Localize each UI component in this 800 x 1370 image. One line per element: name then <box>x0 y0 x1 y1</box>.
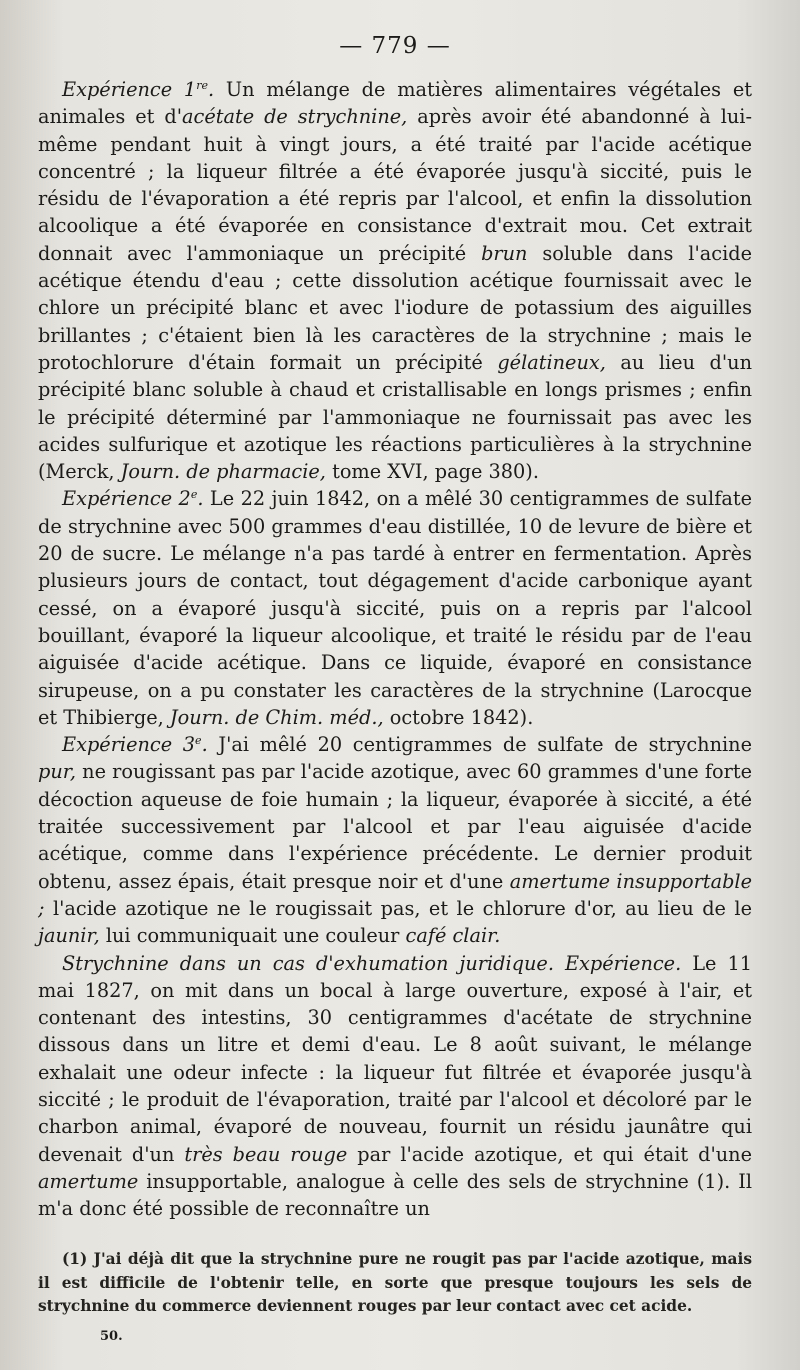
footnote <box>38 1248 752 1319</box>
experience-heading: Expérience 2e. <box>62 487 204 511</box>
footnote-text: (1) J'ai déjà dit que la strychnine pure ne rougit pas par l'acide azotique, mais il est difficile de l'obtenir telle, en sorte que presque toujours les sels de strychnine du commerce deviennent rouges par leur contact avec cet acide. <box>38 1250 752 1316</box>
body-text <box>38 76 752 1222</box>
paragraph-exhumation: Strychnine dans un cas d'exhumation juridique. Expérience. Le 11 mai 1827, on mit dans un bocal à large ouverture, exposé à l'air, et contenant des intestins, 30 centigrammes d'acétate de strychnine dissous dans un litre et demi d'eau. Le 8 août suivant, le mélange exhalait une odeur infecte : la liqueur fut filtrée et évaporée jusqu'à siccité ; le produit de l'évaporation, traité par l'alcool et décoloré par le charbon animal, évaporé de nouveau, fournit un résidu jaunâtre qui devenait d'un très beau rouge par l'acide azotique, et qui était d'une amertume insupportable, analogue à celle des sels de strychnine (1). Il m'a donc été possible de reconnaître un <box>38 951 752 1221</box>
experience-heading: Expérience 1re. <box>62 78 215 101</box>
paragraph-experience-3: Expérience 3e. J'ai mêlé 20 centigrammes de sulfate de strychnine pur, ne rougissant pas par l'acide azotique, avec 60 grammes d'une forte décoction aqueuse de foie humain ; la liqueur, évaporée à siccité, a été traitée successivement par l'alcool et par l'eau aiguisée d'acide acétique, comme dans l'expérience précédente. Le dernier produit obtenu, assez épais, était presque noir et d'une amertume insupportable ; l'acide azotique ne le rougissait pas, et le chlorure d'or, au lieu de le jaunir, lui communiquait une couleur café clair. <box>38 733 753 948</box>
section-heading: Strychnine dans un cas d'exhumation juridique. Expérience. <box>62 951 682 975</box>
experience-heading: Expérience 3e. <box>62 733 208 757</box>
signature-mark: 50. <box>100 1328 123 1344</box>
paragraph-experience-2: Expérience 2e. Le 22 juin 1842, on a mêlé 30 centigrammes de sulfate de strychnine avec 500 grammes d'eau distillée, 10 de levure de bière et 20 de sucre. Le mélange n'a pas tardé à entrer en fermentation. Après plusieurs jours de contact, tout dégagement d'acide carbonique ayant cessé, on a évaporé jusqu'à siccité, puis on a repris par l'alcool bouillant, évaporé la liqueur alcoolique, et traité le résidu par de l'eau aiguisée d'acide acétique. Dans ce liquide, évaporé en consistance sirupeuse, on a pu constater les caractères de la strychnine (Larocque et Thibierge, Journ. de Chim. méd., octobre 1842). <box>38 487 752 729</box>
paragraph-experience-1: Expérience 1re. Un mélange de matières alimentaires végétales et animales et d'acétate de strychnine, après avoir été abandonné à lui-même pendant huit à vingt jours, a été traité par l'acide acétique concentré ; la liqueur filtrée a été évaporée jusqu'à siccité, puis le résidu de l'évaporation a été repris par l'alcool, et enfin la dissolution alcoolique a été évaporée en consistance d'extrait mou. Cet extrait donnait avec l'ammoniaque un précipité brun soluble dans l'acide acétique étendu d'eau ; cette dissolution acétique fournissait avec le chlore un précipité blanc et avec l'iodure de potassium des aiguilles brillantes ; c'étaient bien là les caractères de la strychnine ; mais le protochlorure d'étain formait un précipité gélatineux, au lieu d'un précipité blanc soluble à chaud et cristallisable en longs prismes ; enfin le précipité déterminé par l'ammoniaque ne fournissait pas avec les acides sulfurique et azotique les réactions particulières à la strychnine (Merck, Journ. de pharmacie, tome XVI, page 380). <box>38 78 752 484</box>
page-number: — 779 — <box>339 33 451 59</box>
